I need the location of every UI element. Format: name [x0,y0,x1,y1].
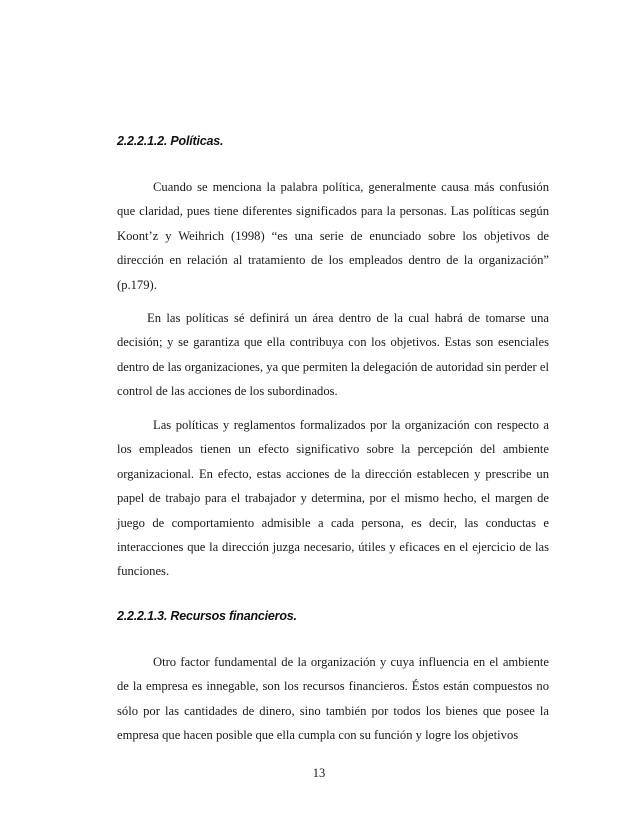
section-heading-politicas: 2.2.2.1.2. Políticas. [117,134,224,148]
paragraph-recursos-financieros: Otro factor fundamental de la organización y cuya influencia en el ambiente de la empresa es innegable, son los recursos financieros. Éstos están compuestos no sólo por las cantidades de dinero, sino también por todos los bienes que posee la empresa que hacen posible que ella cumpla con su función y logre los objetivos [117,655,549,743]
paragraph-politicas-decision: En las políticas sé definirá un área dentro de la cual habrá de tomarse una decisión; y se garantiza que ella contribuya con los objetivos. Estas son esenciales dentro de las organizaciones, ya que permiten la delegación de autoridad sin perder el control de las acciones de los subordinados. [117,311,549,399]
page-number: 13 [312,766,326,780]
paragraph-politicas-reglamentos: Las políticas y reglamentos formalizados por la organización con respecto a los empleados tienen un efecto significativo sobre la percepción del ambiente organizacional. En efecto, estas acciones de la dirección establecen y prescribe un papel de trabajo para el trabajador y determina, por el mismo hecho, el margen de juego de comportamiento admisible a cada persona, es decir, las conductas e interacciones que la dirección juzga necesario, útiles y eficaces en el ejercicio de las funciones. [117,418,549,579]
paragraph-politicas-definition: Cuando se menciona la palabra política, generalmente causa más confusión que claridad, pues tiene diferentes significados para la personas. Las políticas según Koont’z y Weihrich (1998) “es una serie de enunciado sobre los objetivos de dirección en relación al tratamiento de los empleados dentro de la organización” (p.179). [117,180,549,292]
section-heading-recursos-financieros: 2.2.2.1.3. Recursos financieros. [117,609,297,623]
